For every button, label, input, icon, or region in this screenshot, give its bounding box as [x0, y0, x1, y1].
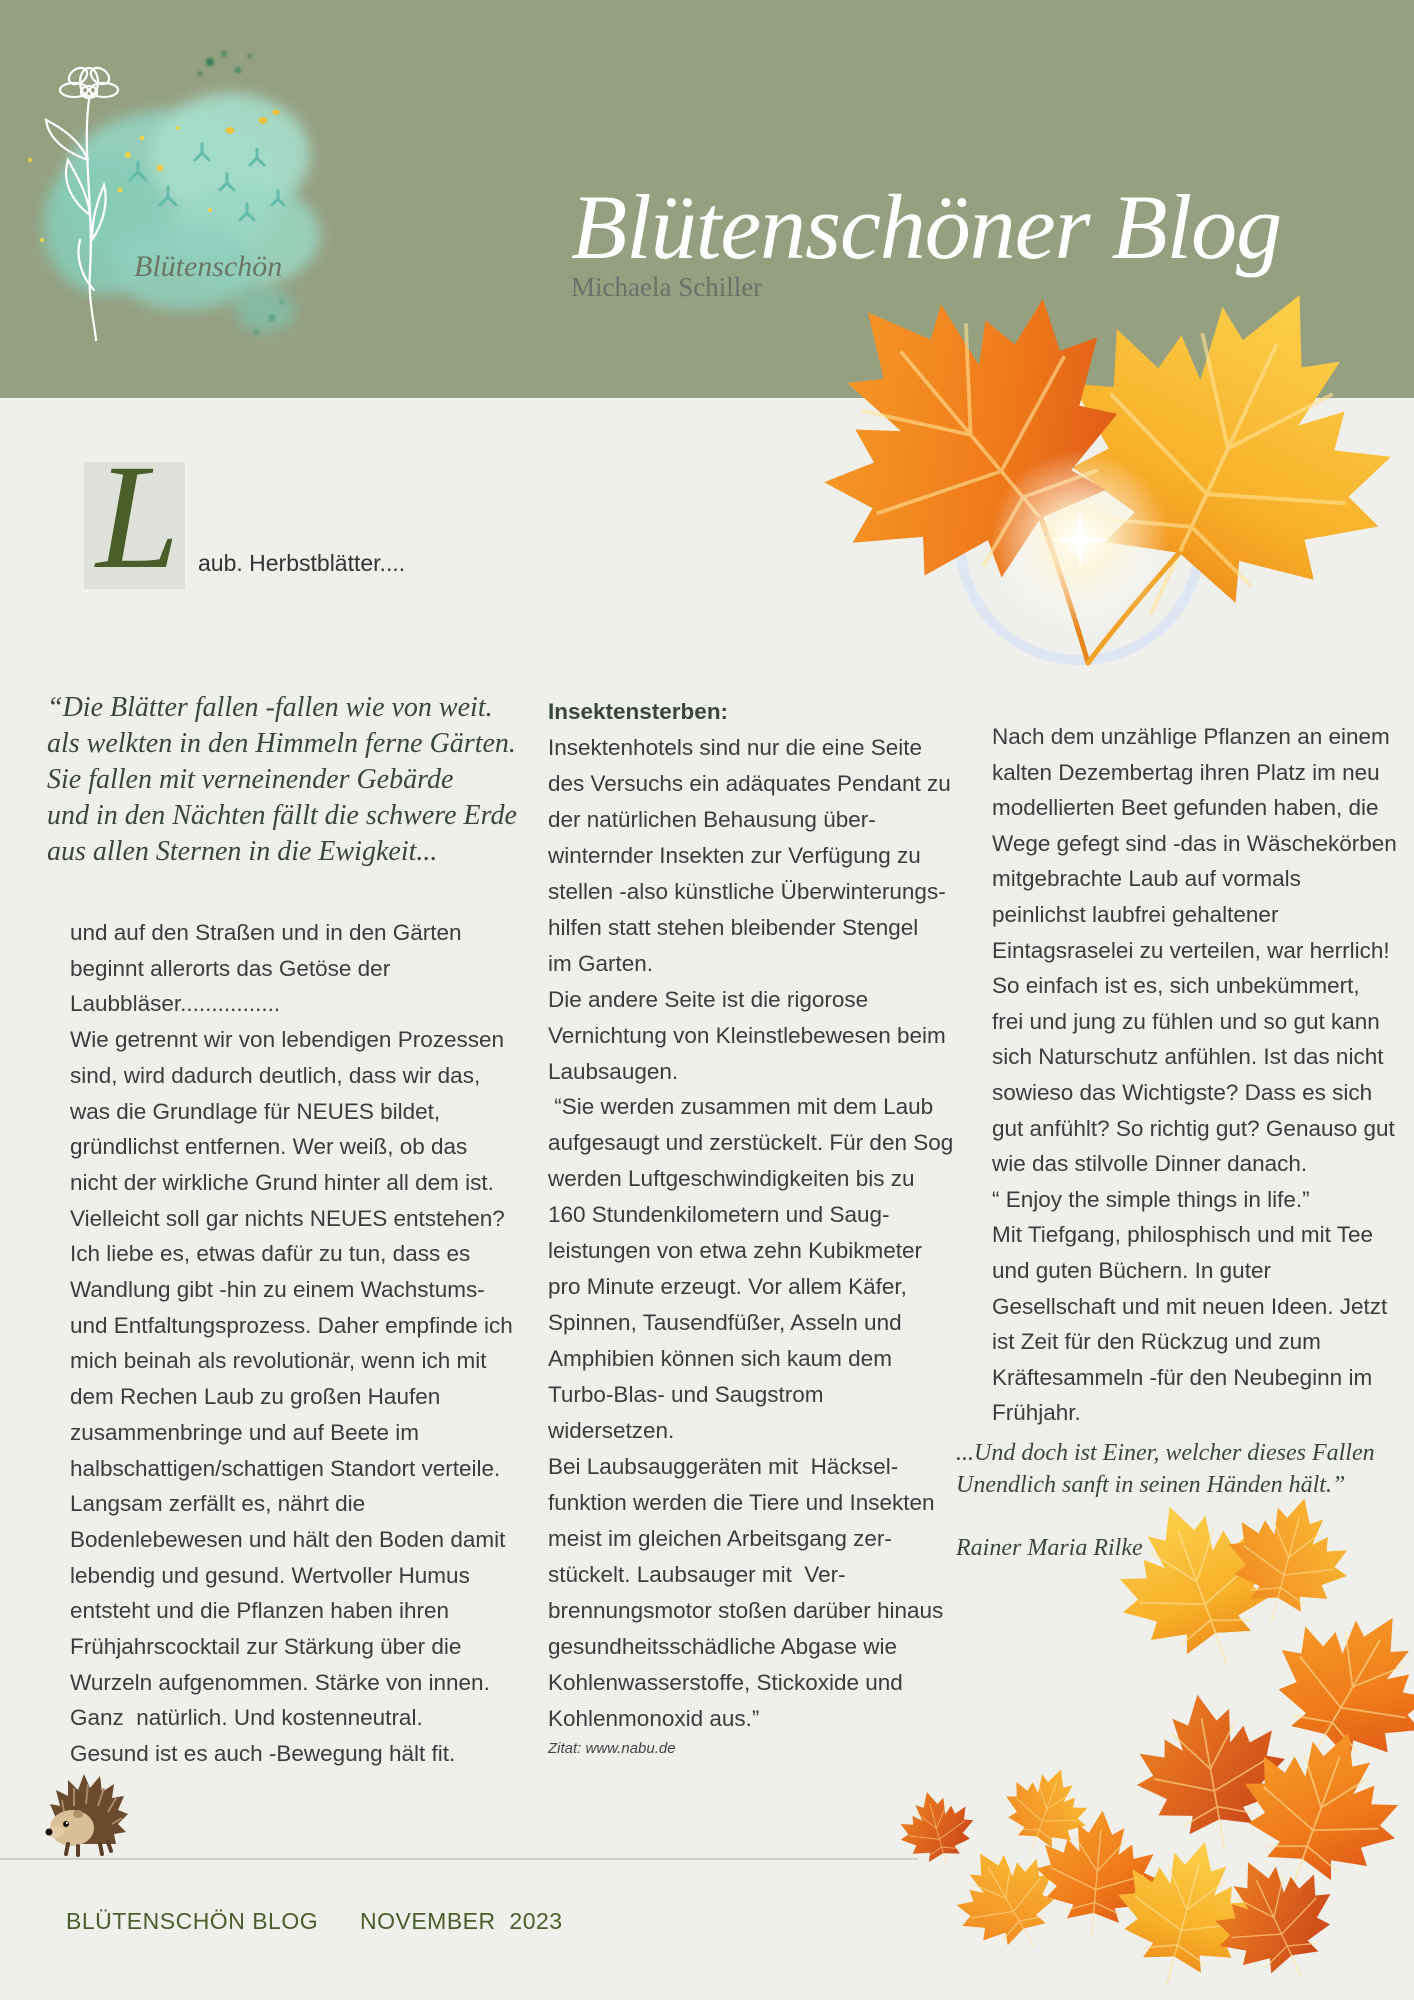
maple-leaves-icon	[780, 240, 1400, 680]
column-2-line: hilfen statt stehen bleibender Stengel	[548, 914, 919, 940]
column-1-line: Laubbläser................	[70, 991, 281, 1017]
column-1-line: mich beinah als revolutionär, wenn ich mit	[70, 1348, 487, 1374]
rilke-quote	[956, 1437, 1375, 1501]
column-3-line: Gesellschaft und mit neuen Ideen. Jetzt	[992, 1293, 1388, 1319]
column-2-line: widersetzen.	[548, 1418, 675, 1444]
column-2-line: meist im gleichen Arbeitsgang zer-	[548, 1525, 892, 1551]
column-1-line: halbschattigen/schattigen Standort verteile.	[70, 1455, 501, 1481]
column-3-line: und guten Büchern. In guter	[992, 1257, 1271, 1283]
column-3-line: “ Enjoy the simple things in life.”	[992, 1186, 1310, 1212]
column-1-line: und auf den Straßen und in den Gärten	[70, 920, 462, 945]
column-1-line: Wurzeln aufgenommen. Stärke von innen.	[70, 1669, 490, 1695]
column-1-line: Wandlung gibt -hin zu einem Wachstums-	[70, 1277, 485, 1303]
column-1	[70, 915, 513, 1772]
column-3-line: peinlichst laubfrei gehaltener	[992, 901, 1279, 927]
column-1-line: entsteht und die Pflanzen haben ihren	[70, 1598, 450, 1624]
column-3-line: ist Zeit für den Rückzug und zum	[992, 1329, 1321, 1355]
column-2-line: Laubsaugen.	[548, 1058, 679, 1084]
column-2-line: funktion werden die Tiere und Insekten	[548, 1489, 935, 1515]
rilke-quote-line: Unendlich sanft in seinen Händen hält.”	[956, 1472, 1346, 1498]
column-2	[548, 694, 953, 1737]
column-3-line: Kräftesammeln -für den Neubeginn im	[992, 1364, 1373, 1390]
author-name: Michaela Schiller	[571, 272, 763, 302]
footer-date: NOVEMBER 2023	[360, 1908, 563, 1934]
poem-line: “Die Blätter fallen -fallen wie von weit.	[47, 692, 493, 723]
column-2-line: gesundheitsschädliche Abgase wie	[548, 1633, 897, 1659]
column-2-line: brennungsmotor stoßen darüber hinaus	[548, 1597, 944, 1623]
column-3-line: frei und jung zu fühlen und so gut kann	[992, 1008, 1380, 1034]
column-1-line: und Entfaltungsprozess. Daher empfinde ich	[70, 1312, 513, 1338]
column-2-line: leistungen von etwa zehn Kubikmeter	[548, 1238, 922, 1264]
column-2-line: “Sie werden zusammen mit dem Laub	[548, 1094, 934, 1120]
poem-line: aus allen Sternen in die Ewigkeit...	[47, 836, 438, 867]
column-3-line: Frühjahr.	[992, 1400, 1081, 1426]
drop-cap: L	[96, 434, 180, 600]
poem-line: Sie fallen mit verneinender Gebärde	[47, 764, 454, 795]
column-2-line: Bei Laubsauggeräten mit Häcksel-	[548, 1454, 899, 1480]
blog-title: Blütenschöner Blog	[571, 176, 1282, 278]
column-2-line: aufgesaugt und zerstückelt. Für den Sog	[548, 1130, 954, 1156]
column-3-line: gut anfühlt? So richtig gut? Genauso gut	[992, 1115, 1395, 1141]
column-1-line: was die Grundlage für NEUES bildet,	[70, 1098, 441, 1124]
logo-icon	[10, 40, 370, 370]
column-3-line: mitgebrachte Laub auf vormals	[992, 866, 1301, 892]
citation: Zitat: www.nabu.de	[548, 1740, 676, 1757]
column-3-line: kalten Dezembertag ihren Platz im neu	[992, 759, 1380, 785]
quote-author: Rainer Maria Rilke	[956, 1535, 1143, 1561]
poem-line: und in den Nächten fällt die schwere Erde	[47, 800, 517, 831]
footer-divider	[0, 1858, 918, 1860]
column-1-line: Frühjahrscocktail zur Stärkung über die	[70, 1634, 462, 1660]
column-3-line: modellierten Beet gefunden haben, die	[992, 795, 1379, 821]
column-3-line: So einfach ist es, sich unbekümmert,	[992, 973, 1360, 999]
column-1-line: nicht der wirkliche Grund hinter all dem ist.	[70, 1169, 494, 1195]
column-2-line: Spinnen, Tausendfüßer, Asseln und	[548, 1310, 902, 1336]
footer-blog-name: BLÜTENSCHÖN BLOG	[66, 1908, 319, 1934]
column-3-line: Wege gefegt sind -das in Wäschekörben	[992, 830, 1397, 856]
intro-text: aub. Herbstblätter....	[198, 550, 406, 576]
column-1-line: Langsam zerfällt es, nährt die	[70, 1491, 366, 1517]
column-2-line: 160 Stundenkilometern und Saug-	[548, 1202, 890, 1228]
column-2-line: werden Luftgeschwindigkeiten bis zu	[548, 1166, 915, 1192]
column-1-line: Vielleicht soll gar nichts NEUES entstehen?	[70, 1205, 505, 1231]
column-2-line: Insektenhotels sind nur die eine Seite	[548, 734, 922, 760]
column-2-line: Die andere Seite ist die rigorose	[548, 986, 869, 1012]
column-3-line: sich Naturschutz anfühlen. Ist das nicht	[992, 1044, 1384, 1070]
column-1-line: gründlichst entfernen. Wer weiß, ob das	[70, 1134, 468, 1160]
column-1-line: zusammenbringe und auf Beete im	[70, 1419, 419, 1445]
column-3	[992, 719, 1397, 1431]
column-2-line: Kohlenwasserstoffe, Stickoxide und	[548, 1669, 903, 1695]
column-1-line: Gesund ist es auch -Bewegung hält fit.	[70, 1741, 456, 1767]
column-1-line: Wie getrennt wir von lebendigen Prozessen	[70, 1027, 504, 1053]
column-2-line: Amphibien können sich kaum dem	[548, 1346, 892, 1372]
rilke-quote-line: ...Und doch ist Einer, welcher dieses Fallen	[956, 1440, 1375, 1466]
column-1-line: dem Rechen Laub zu großen Haufen	[70, 1384, 441, 1410]
logo-watercolor	[43, 93, 320, 332]
column-3-line: sowieso das Wichtigste? Dass es sich	[992, 1079, 1373, 1105]
column-1-line: Bodenlebewesen und hält den Boden damit	[70, 1526, 506, 1552]
column-2-body	[548, 730, 953, 1737]
column-2-line: im Garten.	[548, 950, 654, 976]
column-1-line: lebendig und gesund. Wertvoller Humus	[70, 1562, 470, 1588]
column-2-line: Kohlenmonoxid aus.”	[548, 1705, 760, 1731]
column-2-line: des Versuchs ein adäquates Pendant zu	[548, 770, 951, 796]
column-2-line: stellen -also künstliche Überwinterungs-	[548, 878, 946, 904]
column-1-line: Ganz natürlich. Und kostenneutral.	[70, 1705, 423, 1731]
column-2-line: winternder Insekten zur Verfügung zu	[548, 842, 921, 868]
poem-line: als welkten in den Himmeln ferne Gärten.	[47, 728, 516, 759]
hedgehog-nose	[46, 1829, 53, 1836]
column-2-line: pro Minute erzeugt. Vor allem Käfer,	[548, 1274, 907, 1300]
column-3-line: wie das stilvolle Dinner danach.	[992, 1151, 1308, 1177]
column-3-line: Nach dem unzählige Pflanzen an einem	[992, 724, 1390, 749]
column-1-line: Ich liebe es, etwas dafür zu tun, dass es	[70, 1241, 471, 1267]
column-3-line: Eintagsraselei zu verteilen, war herrlich!	[992, 937, 1390, 963]
column-2-heading: Insektensterben:	[548, 699, 729, 724]
hedgehog-eye	[63, 1821, 69, 1827]
column-2-line: Turbo-Blas- und Saugstrom	[548, 1382, 824, 1408]
column-3-line: Mit Tiefgang, philosphisch und mit Tee	[992, 1222, 1374, 1248]
column-2-line: stückelt. Laubsauger mit Ver-	[548, 1561, 846, 1587]
column-1-line: beginnt allerorts das Getöse der	[70, 955, 391, 981]
column-2-line: der natürlichen Behausung über-	[548, 806, 876, 832]
hedgehog-icon	[42, 1766, 130, 1858]
poem-quote	[47, 690, 517, 870]
column-1-line: sind, wird dadurch deutlich, dass wir das,	[70, 1062, 481, 1088]
maple-leaf	[891, 1782, 984, 1877]
column-2-line: Vernichtung von Kleinstlebewesen beim	[548, 1022, 946, 1048]
logo-text: Blütenschön	[134, 250, 283, 283]
